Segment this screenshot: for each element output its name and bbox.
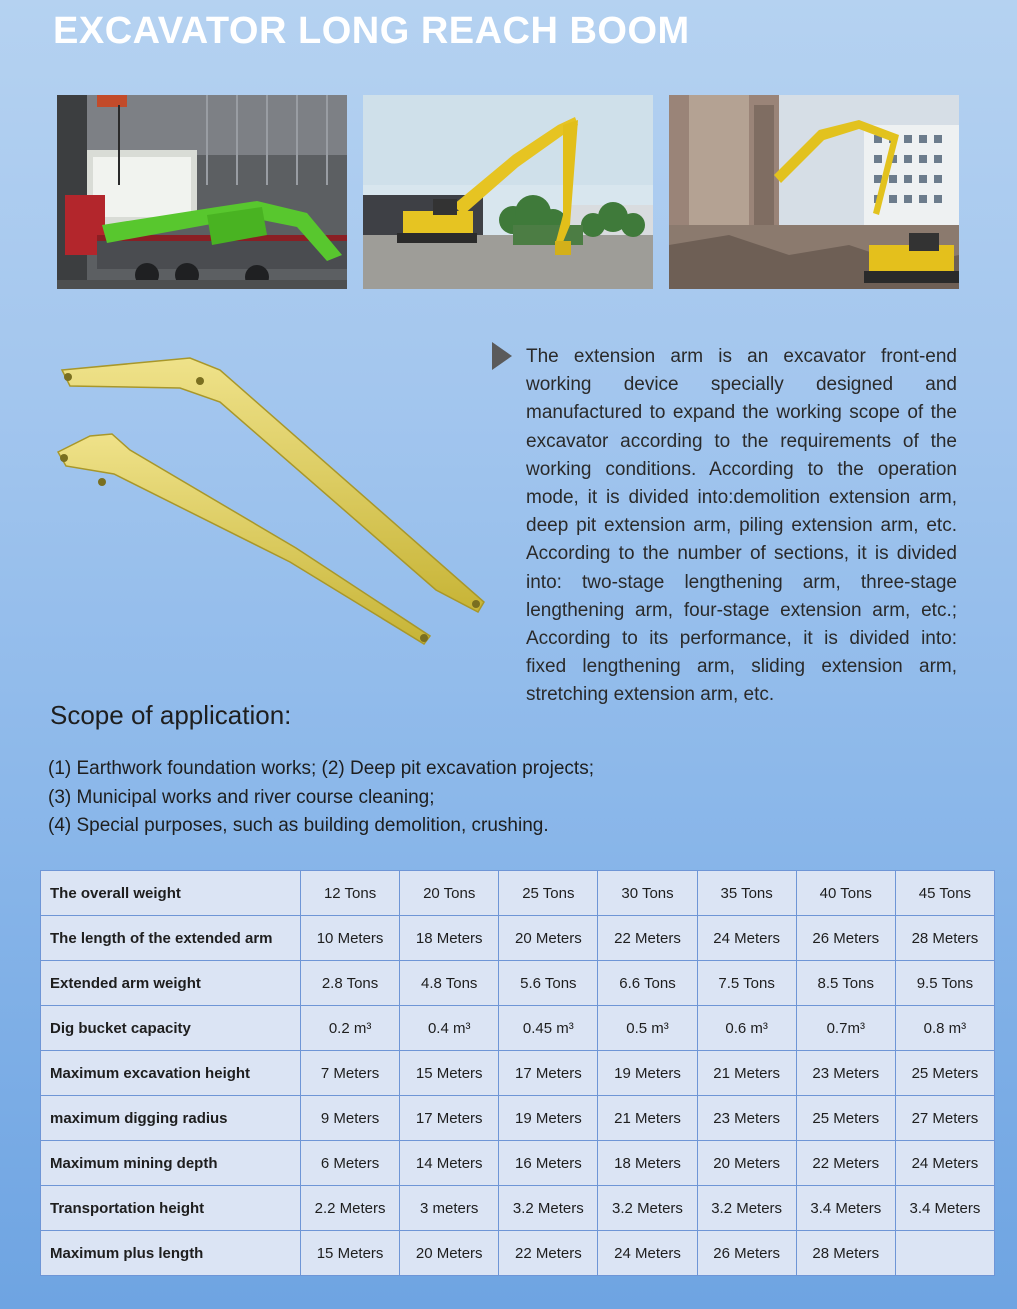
table-cell: 21 Meters [598, 1096, 697, 1141]
table-cell: 20 Tons [400, 871, 499, 916]
table-cell: 20 Meters [697, 1141, 796, 1186]
table-cell: 35 Tons [697, 871, 796, 916]
table-row [41, 1006, 995, 1051]
table-row [41, 916, 995, 961]
table-cell: 17 Meters [499, 1051, 598, 1096]
table-cell: 14 Meters [400, 1141, 499, 1186]
table-cell: 0.8 m³ [895, 1006, 994, 1051]
row-label: Maximum excavation height [41, 1051, 301, 1096]
table-cell: 7 Meters [301, 1051, 400, 1096]
description-paragraph: The extension arm is an excavator front-end working device specially designed and manufactured to expand the working scope of the excavator according to the requirements of the working conditions. According to the operation mode, it is divided into:demolition extension arm, deep pit extension arm, piling extension arm, etc. According to the number of sections, it is divided into: two-stage lengthening arm, three-stage lengthening arm, four-stage extension arm, etc.; According to its performance, it is divided into: fixed lengthening arm, sliding extension arm, stretching extension arm, etc. [526, 346, 957, 706]
table-row [41, 1141, 995, 1186]
table-cell: 28 Meters [895, 916, 994, 961]
table-cell: 16 Meters [499, 1141, 598, 1186]
table-cell: 27 Meters [895, 1096, 994, 1141]
table-cell: 25 Meters [895, 1051, 994, 1096]
table-cell: 23 Meters [796, 1051, 895, 1096]
scope-item: (3) Municipal works and river course cleaning; [48, 786, 435, 808]
table-cell [895, 1231, 994, 1276]
table-cell: 21 Meters [697, 1051, 796, 1096]
table-cell: 26 Meters [697, 1231, 796, 1276]
boom-on-truck-photo-icon [57, 95, 347, 289]
row-label: Extended arm weight [41, 961, 301, 1006]
table-cell: 40 Tons [796, 871, 895, 916]
table-cell: 10 Meters [301, 916, 400, 961]
table-cell: 7.5 Tons [697, 961, 796, 1006]
table-row [41, 1096, 995, 1141]
table-cell: 6 Meters [301, 1141, 400, 1186]
table-row [41, 961, 995, 1006]
row-label: Maximum plus length [41, 1231, 301, 1276]
row-label: The overall weight [41, 871, 301, 916]
table-cell: 26 Meters [796, 916, 895, 961]
table-cell: 9.5 Tons [895, 961, 994, 1006]
table-cell: 17 Meters [400, 1096, 499, 1141]
table-cell: 0.6 m³ [697, 1006, 796, 1051]
demolition-excavator-photo-icon [669, 95, 959, 289]
long-reach-boom-illustration-icon [40, 340, 500, 660]
row-label: Maximum mining depth [41, 1141, 301, 1186]
table-cell: 15 Meters [400, 1051, 499, 1096]
table-cell: 6.6 Tons [598, 961, 697, 1006]
page-title: EXCAVATOR LONG REACH BOOM [53, 10, 690, 52]
spec-table [40, 870, 995, 1276]
table-row [41, 1051, 995, 1096]
table-cell: 0.2 m³ [301, 1006, 400, 1051]
table-cell: 9 Meters [301, 1096, 400, 1141]
table-cell: 22 Meters [499, 1231, 598, 1276]
bullet-arrow-icon [492, 342, 512, 370]
row-label: The length of the extended arm [41, 916, 301, 961]
table-cell: 5.6 Tons [499, 961, 598, 1006]
table-cell: 24 Meters [697, 916, 796, 961]
scope-item: (1) Earthwork foundation works; (2) Deep pit excavation projects; [48, 758, 594, 779]
scope-title: Scope of application: [50, 700, 292, 730]
table-cell: 2.8 Tons [301, 961, 400, 1006]
table-cell: 3.4 Meters [796, 1186, 895, 1231]
table-cell: 24 Meters [895, 1141, 994, 1186]
table-row [41, 1186, 995, 1231]
table-cell: 19 Meters [499, 1096, 598, 1141]
row-label: Transportation height [41, 1186, 301, 1231]
table-cell: 3.2 Meters [697, 1186, 796, 1231]
table-cell: 3.2 Meters [499, 1186, 598, 1231]
long-reach-excavator-photo-icon [363, 95, 653, 289]
table-cell: 28 Meters [796, 1231, 895, 1276]
table-cell: 0.7m³ [796, 1006, 895, 1051]
table-cell: 2.2 Meters [301, 1186, 400, 1231]
scope-item: (4) Special purposes, such as building demolition, crushing. [48, 815, 549, 836]
table-cell: 19 Meters [598, 1051, 697, 1096]
table-cell: 3.2 Meters [598, 1186, 697, 1231]
table-cell: 22 Meters [598, 916, 697, 961]
row-label: Dig bucket capacity [41, 1006, 301, 1051]
table-cell: 12 Tons [301, 871, 400, 916]
table-cell: 20 Meters [400, 1231, 499, 1276]
table-cell: 3 meters [400, 1186, 499, 1231]
table-cell: 22 Meters [796, 1141, 895, 1186]
table-cell: 0.45 m³ [499, 1006, 598, 1051]
table-cell: 25 Meters [796, 1096, 895, 1141]
table-cell: 24 Meters [598, 1231, 697, 1276]
scope-list [48, 755, 594, 841]
table-cell: 23 Meters [697, 1096, 796, 1141]
row-label: maximum digging radius [41, 1096, 301, 1141]
table-cell: 3.4 Meters [895, 1186, 994, 1231]
table-cell: 15 Meters [301, 1231, 400, 1276]
table-cell: 18 Meters [400, 916, 499, 961]
table-cell: 4.8 Tons [400, 961, 499, 1006]
table-row [41, 1231, 995, 1276]
table-cell: 30 Tons [598, 871, 697, 916]
table-cell: 45 Tons [895, 871, 994, 916]
table-cell: 0.5 m³ [598, 1006, 697, 1051]
table-cell: 0.4 m³ [400, 1006, 499, 1051]
table-cell: 20 Meters [499, 916, 598, 961]
table-cell: 8.5 Tons [796, 961, 895, 1006]
table-row [41, 871, 995, 916]
table-cell: 25 Tons [499, 871, 598, 916]
table-cell: 18 Meters [598, 1141, 697, 1186]
